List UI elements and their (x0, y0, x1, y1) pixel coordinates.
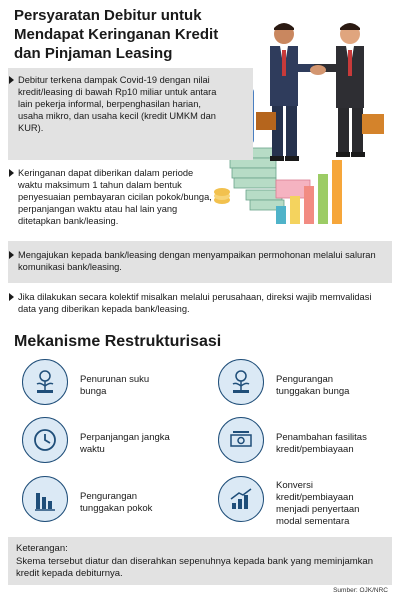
money-icon (218, 417, 264, 463)
bar-chart-icon (22, 476, 68, 522)
bullet-arrow-icon (9, 76, 14, 84)
source-credit: Sumber: OJK/NRC (333, 587, 388, 594)
bullet-arrow-icon (9, 293, 14, 301)
mechanism-label: Perpanjangan jangka waktu (80, 432, 170, 455)
page-title: Persyaratan Debitur untuk Mendapat Keringanan Kredit dan Pinjaman Leasing (14, 7, 219, 62)
mechanism-label: Konversi kredit/pembiayaan menjadi penyertaan modal sementara (276, 480, 360, 527)
mechanism-title: Mekanisme Restrukturisasi (14, 333, 222, 350)
mechanism-label: Pengurangan tunggakan bunga (276, 374, 350, 397)
requirement-item: Debitur terkena dampak Covid-19 dengan nilai kredit/leasing di bawah Rp10 miliar untuk antara lain pekerja informal, berpenghasilan harian, usaha mikro, dan usaha kecil (kredit UMKM dan KUR). (18, 74, 218, 134)
bullet-arrow-icon (9, 169, 14, 177)
requirement-item: Jika dilakukan secara kolektif misalkan melalui perusahaan, direksi wajib memvalidasi data yang diberikan kepada bank/leasing. (18, 291, 383, 315)
mechanism-label: Pengurangan tunggakan pokok (80, 491, 153, 514)
requirement-item: Keringanan dapat diberikan dalam periode waktu maksimum 1 tahun dalam bentuk penyesuaian pembayaran cicilan pokok/bunga, perpanjangan waktu atau hal lain yang ditetapkan bank/leasing. (18, 167, 218, 227)
bullet-arrow-icon (9, 251, 14, 259)
requirement-item: Mengajukan kepada bank/leasing dengan menyampaikan permohonan melalui saluran komunikasi bank/leasing. (18, 249, 378, 273)
clock-icon (22, 417, 68, 463)
note-label: Keterangan: (16, 543, 68, 554)
note-text: Skema tersebut diatur dan diserahkan sepenuhnya kepada bank yang meminjamkan kredit kepada debiturnya. (16, 556, 374, 579)
plant-coin-icon (218, 359, 264, 405)
plant-coin-icon (22, 359, 68, 405)
growth-chart-icon (218, 476, 264, 522)
mechanism-label: Penurunan suku bunga (80, 374, 150, 397)
mechanism-label: Penambahan fasilitas kredit/pembiayaan (276, 432, 367, 455)
